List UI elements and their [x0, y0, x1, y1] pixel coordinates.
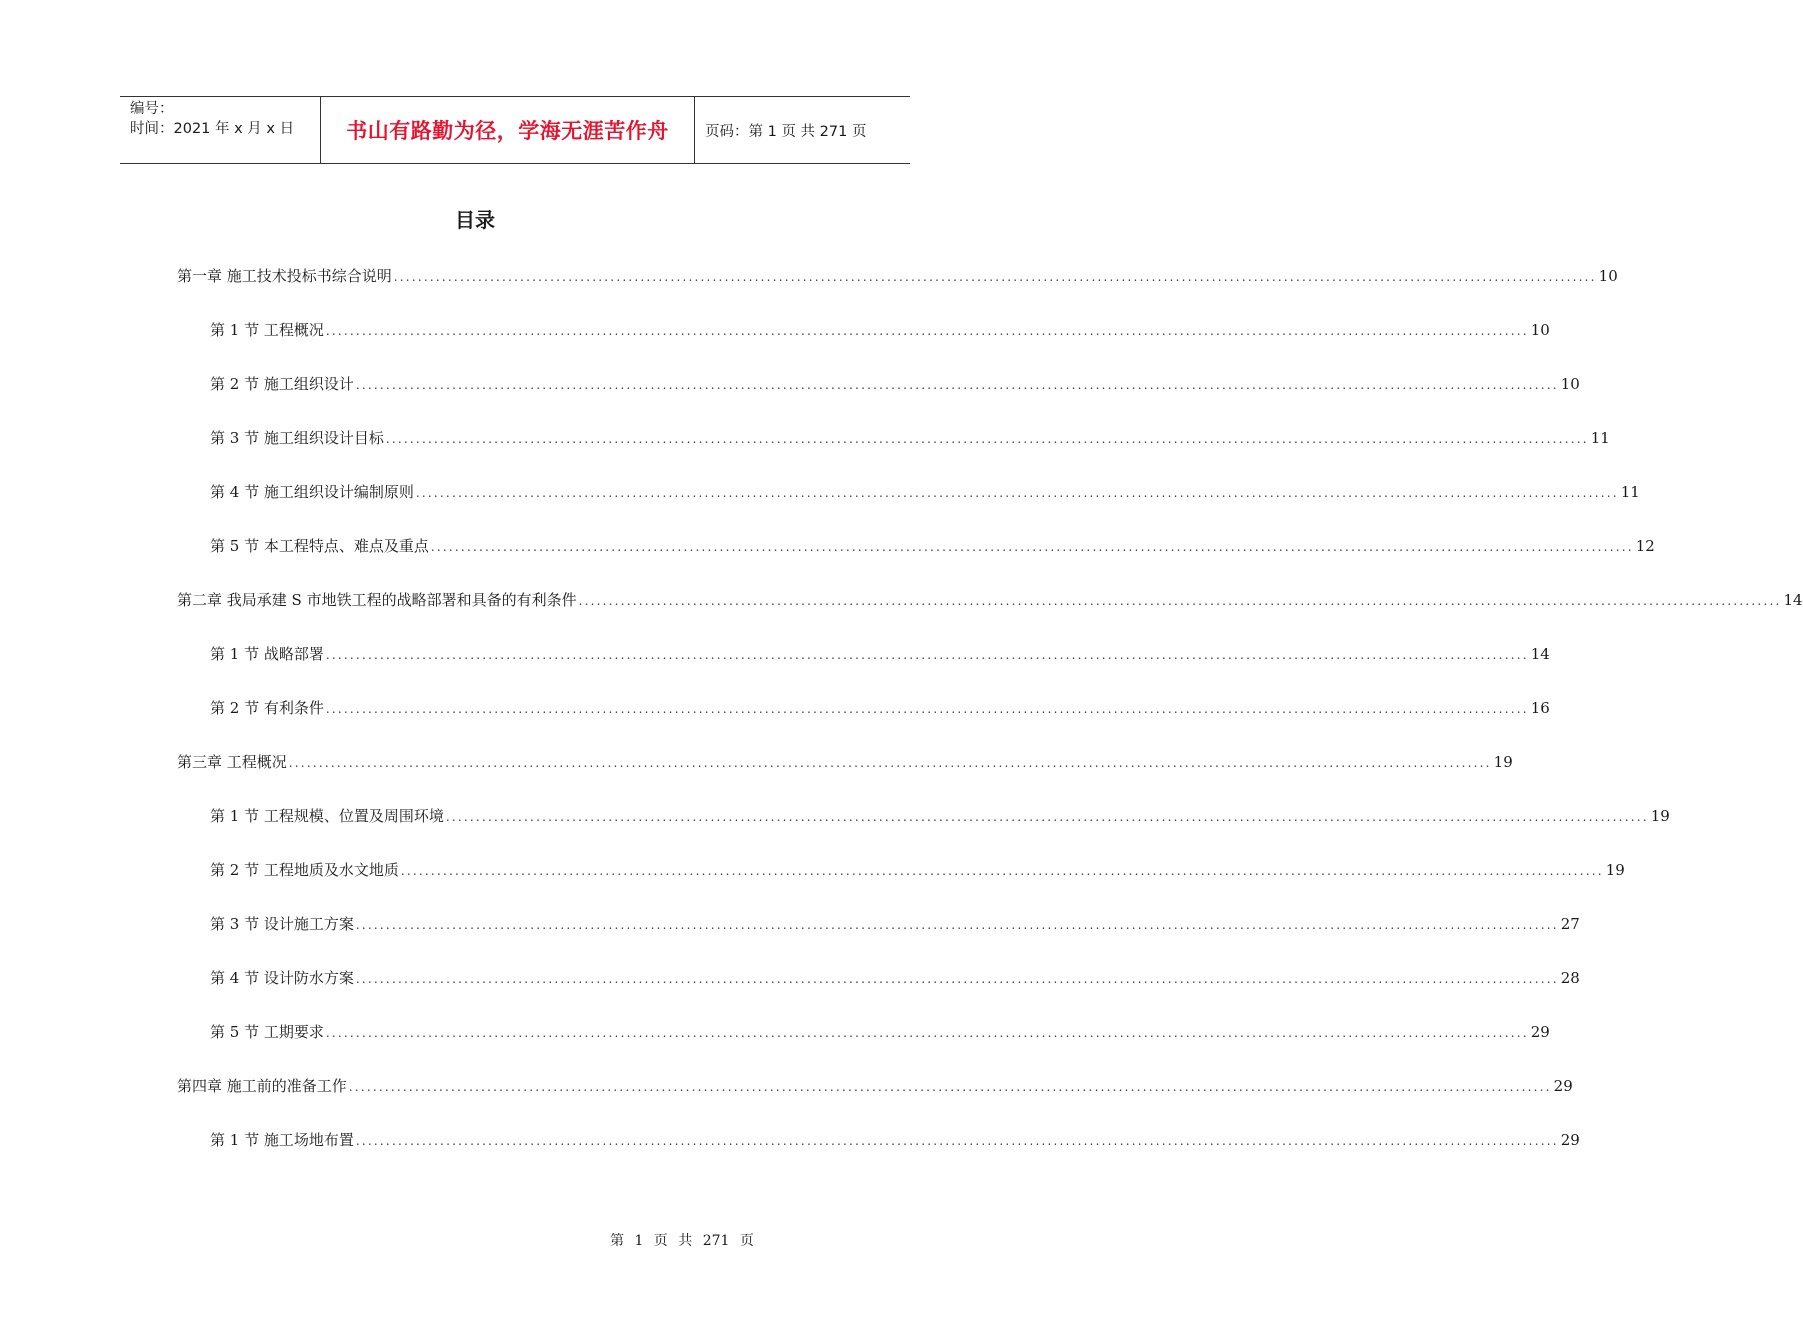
- toc-entry-label: 第 1 节 工程概况: [210, 321, 324, 339]
- toc-entry-label: 第一章 施工技术投标书综合说明: [177, 267, 392, 285]
- toc-entry-label: 第 3 节 设计施工方案: [210, 915, 354, 933]
- toc-entry[interactable]: [210, 481, 1640, 503]
- header-page-cell: [695, 97, 910, 163]
- toc-entry-label: 第四章 施工前的准备工作: [177, 1077, 347, 1095]
- toc-entry-page: 29: [1560, 1131, 1580, 1149]
- page-code: 页码：第 1 页 共 271 页: [705, 123, 867, 140]
- toc-leader-dots: ........................................................................................................................................................................................................: [393, 270, 1597, 284]
- toc-entry-label: 第 1 节 战略部署: [210, 645, 324, 663]
- toc-entry[interactable]: [210, 697, 1550, 719]
- toc-entry-label: 第 3 节 施工组织设计目标: [210, 429, 384, 447]
- toc-entry-page: 16: [1530, 699, 1550, 717]
- toc-leader-dots: ........................................................................................................................................................................................................: [578, 594, 1782, 608]
- toc-entry-page: 14: [1530, 645, 1550, 663]
- toc-entry-page: 11: [1620, 483, 1640, 501]
- toc-entry-label: 第 4 节 设计防水方案: [210, 969, 354, 987]
- toc-entry-label: 第 4 节 施工组织设计编制原则: [210, 483, 414, 501]
- toc-entry-page: 10: [1530, 321, 1550, 339]
- toc-entry-label: 第 1 节 施工场地布置: [210, 1131, 354, 1149]
- toc-entry[interactable]: [210, 1021, 1550, 1043]
- toc-leader-dots: ........................................................................................................................................................................................................: [325, 648, 1529, 662]
- toc-entry-label: 第 5 节 本工程特点、难点及重点: [210, 537, 429, 555]
- toc-leader-dots: ........................................................................................................................................................................................................: [430, 540, 1634, 554]
- toc-entry[interactable]: [210, 1129, 1580, 1151]
- toc-entry-page: 27: [1560, 915, 1580, 933]
- toc-entry[interactable]: [210, 643, 1550, 665]
- toc-entry-page: 19: [1493, 753, 1513, 771]
- toc-entry[interactable]: [177, 589, 1803, 611]
- toc-leader-dots: ........................................................................................................................................................................................................: [355, 918, 1559, 932]
- page-title: 目录: [455, 208, 495, 232]
- toc-entry-label: 第 2 节 施工组织设计: [210, 375, 354, 393]
- document-time: 时间：2021 年 x 月 x 日: [130, 121, 295, 137]
- toc-entry-page: 28: [1560, 969, 1580, 987]
- toc-entry-page: 29: [1553, 1077, 1573, 1095]
- toc-entry-page: 29: [1530, 1023, 1550, 1041]
- toc-entry[interactable]: [210, 859, 1625, 881]
- toc-entry[interactable]: [210, 373, 1580, 395]
- toc-entry[interactable]: [177, 751, 1513, 773]
- toc-entry-label: 第 2 节 有利条件: [210, 699, 324, 717]
- toc-entry[interactable]: [210, 535, 1655, 557]
- toc-entry[interactable]: [210, 805, 1670, 827]
- motto-text: 书山有路勤为径，学海无涯苦作舟: [346, 119, 669, 143]
- toc-entry-page: 10: [1560, 375, 1580, 393]
- toc-leader-dots: ........................................................................................................................................................................................................: [325, 1026, 1529, 1040]
- toc-entry-page: 12: [1635, 537, 1655, 555]
- toc-entry-label: 第 2 节 工程地质及水文地质: [210, 861, 399, 879]
- toc-leader-dots: ........................................................................................................................................................................................................: [325, 702, 1529, 716]
- toc-leader-dots: ........................................................................................................................................................................................................: [445, 810, 1649, 824]
- toc-entry[interactable]: [177, 1075, 1573, 1097]
- page-footer: 第 1 页 共 271 页: [610, 1233, 754, 1249]
- document-header: [120, 96, 910, 164]
- toc-leader-dots: ........................................................................................................................................................................................................: [355, 1134, 1559, 1148]
- toc-leader-dots: ........................................................................................................................................................................................................: [385, 432, 1589, 446]
- toc-leader-dots: ........................................................................................................................................................................................................: [288, 756, 1492, 770]
- toc-entry[interactable]: [210, 913, 1580, 935]
- toc-entry-page: 19: [1605, 861, 1625, 879]
- toc-leader-dots: ........................................................................................................................................................................................................: [415, 486, 1619, 500]
- toc-entry-label: 第三章 工程概况: [177, 753, 287, 771]
- toc-entry[interactable]: [210, 319, 1550, 341]
- toc-entry-label: 第二章 我局承建 S 市地铁工程的战略部署和具备的有利条件: [177, 591, 577, 609]
- toc-entry-page: 10: [1598, 267, 1618, 285]
- toc-leader-dots: ........................................................................................................................................................................................................: [355, 972, 1559, 986]
- toc-leader-dots: ........................................................................................................................................................................................................: [355, 378, 1559, 392]
- toc-leader-dots: ........................................................................................................................................................................................................: [400, 864, 1604, 878]
- header-meta-cell: [120, 97, 321, 163]
- toc-entry-label: 第 1 节 工程规模、位置及周围环境: [210, 807, 444, 825]
- toc-entry[interactable]: [210, 967, 1580, 989]
- toc-entry-page: 11: [1590, 429, 1610, 447]
- toc-entry[interactable]: [210, 427, 1610, 449]
- header-motto-cell: [321, 97, 695, 163]
- toc-entry[interactable]: [177, 265, 1618, 287]
- toc-leader-dots: ........................................................................................................................................................................................................: [325, 324, 1529, 338]
- document-number-label: 编号：: [130, 101, 174, 117]
- toc-entry-label: 第 5 节 工期要求: [210, 1023, 324, 1041]
- toc-leader-dots: ........................................................................................................................................................................................................: [348, 1080, 1552, 1094]
- toc-entry-page: 14: [1783, 591, 1803, 609]
- toc-entry-page: 19: [1650, 807, 1670, 825]
